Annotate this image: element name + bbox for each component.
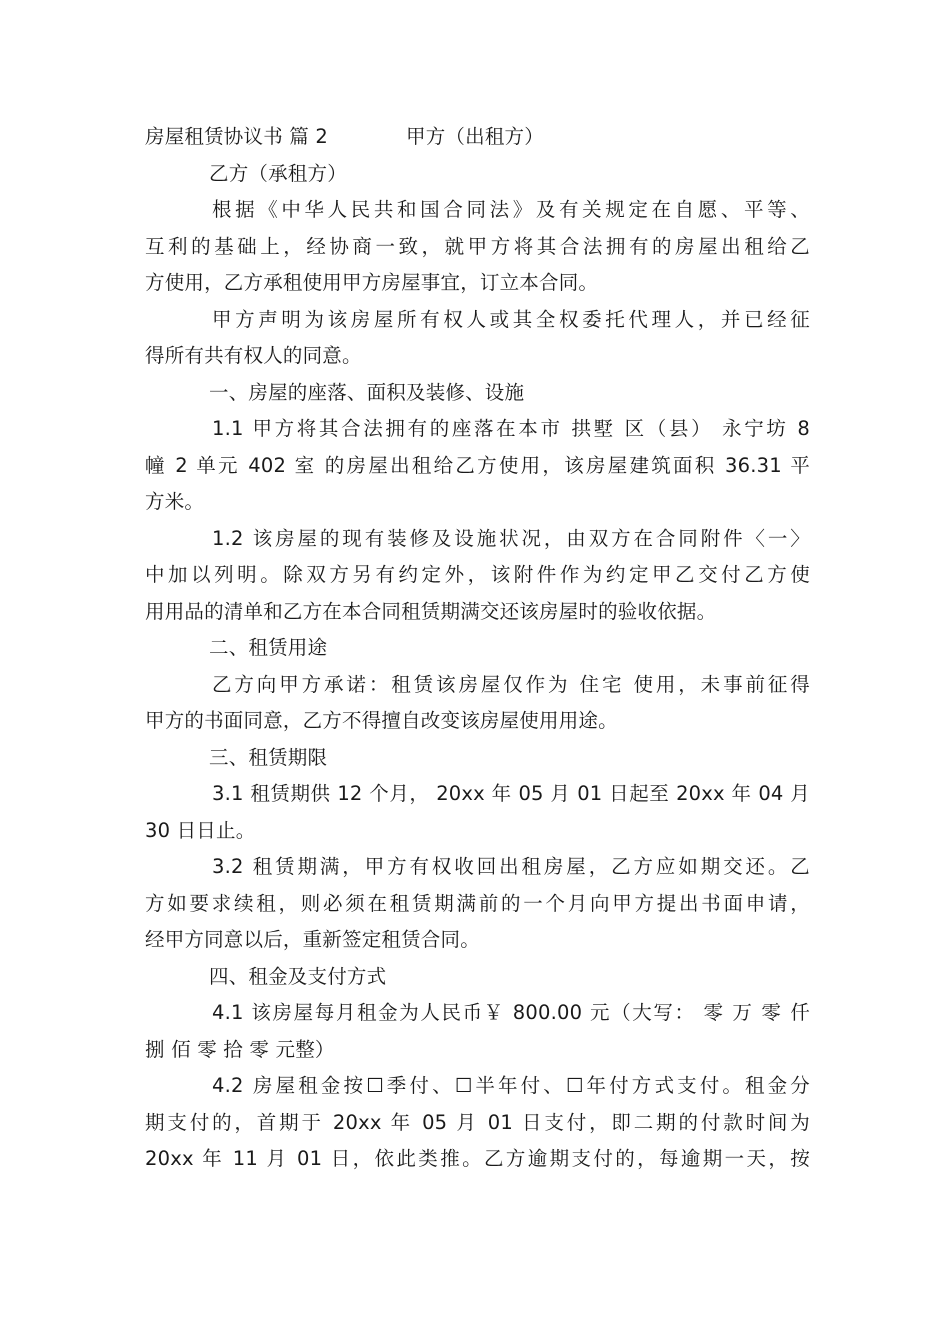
section-heading: [145, 740, 810, 777]
party-b-label: 乙方（承租方）: [209, 161, 347, 185]
text-line: 乙方向甲方承诺：租赁该房屋仅作为 住宅 使用，未事前征得: [212, 672, 810, 696]
section-heading: [145, 375, 810, 412]
text-line: 期支付的，首期于 20xx 年 05 月 01 日支付，即二期的付款时间为: [145, 1110, 810, 1134]
text-line: 互利的基础上，经协商一致，就甲方将其合法拥有的房屋出租给乙: [145, 234, 810, 258]
clause-3-2: [145, 849, 810, 959]
clause-1-2: [145, 521, 810, 631]
text-line: 经甲方同意以后，重新签定租赁合同。: [145, 928, 480, 951]
text-line: 20xx 年 11 月 01 日，依此类推。乙方逾期支付的，每逾期一天，按: [145, 1147, 810, 1170]
text-line: 方使用，乙方承租使用甲方房屋事宜，订立本合同。: [145, 271, 599, 294]
document-title: 房屋租赁协议书 篇 2: [145, 125, 329, 148]
text-line: 三、租赁期限: [209, 745, 328, 769]
text-line: 方如要求续租，则必须在租赁期满前的一个月向甲方提出书面申请，: [145, 891, 810, 915]
text-line: 二、租赁用途: [209, 636, 328, 659]
text-line: 中加以列明。除双方另有约定外，该附件作为约定甲乙交付乙方使: [145, 563, 810, 586]
clause-usage: [145, 667, 810, 740]
clause-3-1: [145, 776, 810, 849]
clause-4-2: [145, 1068, 810, 1178]
clause-4-1: [145, 995, 810, 1068]
text-line: 方米。: [145, 490, 205, 513]
text-line: 甲方声明为该房屋所有权人或其全权委托代理人，并已经征: [212, 307, 810, 331]
paragraph-declaration: [145, 302, 810, 375]
text-line: 得所有共有权人的同意。: [145, 344, 362, 367]
text-line: 4.1 该房屋每月租金为人民币￥ 800.00 元（大写： 零 万 零 仟: [212, 1001, 810, 1024]
text-line: 1.1 甲方将其合法拥有的座落在本市 拱墅 区（县） 永宁坊 8: [212, 417, 810, 440]
text-line: 4.2 房屋租金按☐季付、☐半年付、☐年付方式支付。租金分: [212, 1074, 810, 1097]
text-line: 30 日日止。: [145, 818, 256, 842]
party-a-label: 甲方（出租方）: [406, 125, 544, 148]
document-body: [145, 119, 810, 1178]
text-line: 甲方的书面同意，乙方不得擅自改变该房屋使用用途。: [145, 709, 618, 732]
text-line: 四、租金及支付方式: [209, 964, 387, 988]
text-line: 根据《中华人民共和国合同法》及有关规定在自愿、平等、: [212, 198, 810, 221]
paragraph-legal-basis: [145, 192, 810, 302]
text-line: 用用品的清单和乙方在本合同租赁期满交还该房屋时的验收依据。: [145, 599, 717, 623]
clause-1-1: [145, 411, 810, 521]
section-heading: [145, 630, 810, 667]
text-line: 3.1 租赁期供 12 个月， 20xx 年 05 月 01 日起至 20xx 年 04 月: [212, 782, 810, 805]
section-heading: [145, 959, 810, 996]
text-line: 1.2 该房屋的现有装修及设施状况，由双方在合同附件〈一〉: [212, 526, 810, 550]
text-line: 幢 2 单元 402 室 的房屋出租给乙方使用，该房屋建筑面积 36.31 平: [145, 453, 810, 477]
document-heading: [145, 119, 810, 156]
text-line: 3.2 租赁期满，甲方有权收回出租房屋，乙方应如期交还。乙: [212, 855, 810, 878]
text-line: 一、房屋的座落、面积及装修、设施: [209, 380, 525, 404]
text-line: 捌 佰 零 拾 零 元整）: [145, 1037, 335, 1061]
